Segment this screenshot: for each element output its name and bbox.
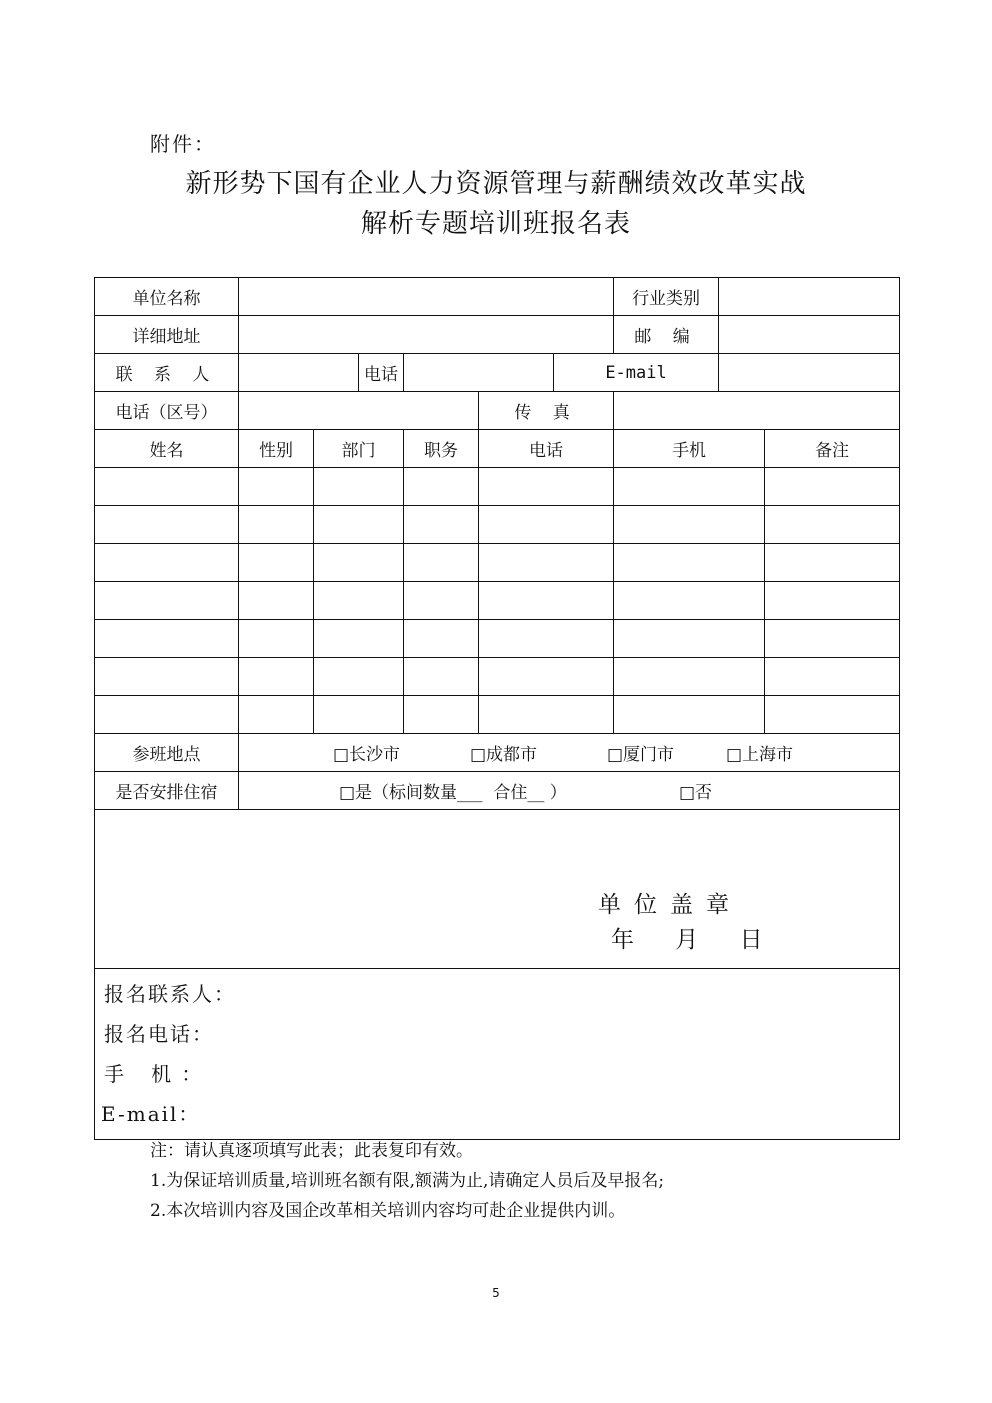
col-phone-header: 电话 [479,430,614,468]
contact-phone-field[interactable] [404,354,554,392]
unit-name-row [95,278,900,316]
venue-label: 参班地点 [95,734,239,772]
cell[interactable] [239,468,314,506]
unit-name-label: 单位名称 [95,278,239,316]
col-department-header: 部门 [314,430,404,468]
participant-header-row [95,430,900,468]
unit-stamp-label: 单位盖章 [598,892,742,918]
cell[interactable] [314,658,404,696]
cell[interactable] [765,696,900,734]
form-title-line2: 解析专题培训班报名表 [360,209,631,239]
cell[interactable] [614,620,765,658]
cell[interactable] [95,544,239,582]
cell[interactable] [404,696,479,734]
participant-row [95,658,900,696]
phone-fax-row [95,392,900,430]
registration-contact-row [95,969,900,1140]
cell[interactable] [239,620,314,658]
cell[interactable] [479,506,614,544]
cell[interactable] [404,506,479,544]
venue-option-chengdu[interactable]: □成都市 [470,745,538,765]
lodging-row [95,772,900,810]
contact-email-field[interactable] [719,354,900,392]
cell[interactable] [404,658,479,696]
cell[interactable] [765,544,900,582]
venue-option-changsha[interactable]: □长沙市 [333,745,401,765]
cell[interactable] [95,620,239,658]
cell[interactable] [765,620,900,658]
cell[interactable] [404,620,479,658]
cell[interactable] [479,582,614,620]
unit-name-field[interactable] [239,278,614,316]
postcode-label: 邮 编 [614,316,719,354]
registration-mobile-label[interactable]: 手 机 ： [104,1062,204,1086]
cell[interactable] [95,468,239,506]
lodging-options [239,772,900,810]
lodging-option-no[interactable]: □否 [679,783,713,803]
col-position-header: 职务 [404,430,479,468]
cell[interactable] [614,582,765,620]
contact-person-field[interactable] [239,354,359,392]
cell[interactable] [314,620,404,658]
participant-row [95,696,900,734]
note-line: 2.本次培训内容及国企改革相关培训内容均可赴企业提供内训。 [150,1201,626,1221]
address-label: 详细地址 [95,316,239,354]
cell[interactable] [479,468,614,506]
page-number: 5 [492,1286,500,1300]
registration-email-label[interactable]: E-mail： [101,1102,201,1126]
contact-email-label: E-mail [554,354,719,392]
col-gender-header: 性别 [239,430,314,468]
registration-form-table [94,277,900,1140]
registration-contact-area [95,969,900,1140]
contact-phone-label: 电话 [359,354,404,392]
fax-field[interactable] [614,392,900,430]
cell[interactable] [404,582,479,620]
address-row [95,316,900,354]
stamp-row [95,810,900,969]
participant-row [95,468,900,506]
attachment-label: 附件： [150,132,216,156]
cell[interactable] [614,506,765,544]
cell[interactable] [314,506,404,544]
venue-option-shanghai[interactable]: □上海市 [726,745,794,765]
cell[interactable] [95,582,239,620]
phone-area-field[interactable] [239,392,479,430]
notes [150,1136,664,1226]
cell[interactable] [95,696,239,734]
cell[interactable] [314,544,404,582]
cell[interactable] [614,658,765,696]
contact-row [95,354,900,392]
cell[interactable] [314,696,404,734]
cell[interactable] [765,582,900,620]
cell[interactable] [479,620,614,658]
lodging-label: 是否安排住宿 [95,772,239,810]
date-label: 年 月 日 [611,927,773,953]
lodging-option-yes[interactable]: □是（标间数量___ 合住__ ） [339,783,567,803]
col-name-header: 姓名 [95,430,239,468]
phone-area-label: 电话（区号） [95,392,239,430]
contact-person-label: 联 系 人 [95,354,239,392]
cell[interactable] [479,544,614,582]
cell[interactable] [404,468,479,506]
form-title-line1: 新形势下国有企业人力资源管理与薪酬绩效改革实战 [185,169,807,199]
registration-contact-label[interactable]: 报名联系人： [104,982,236,1006]
note-line: 1.为保证培训质量,培训班名额有限,额满为止,请确定人员后及早报名; [150,1171,665,1191]
cell[interactable] [95,658,239,696]
address-field[interactable] [239,316,614,354]
industry-field[interactable] [719,278,900,316]
registration-phone-label[interactable]: 报名电话： [104,1022,214,1046]
cell[interactable] [239,506,314,544]
cell[interactable] [314,582,404,620]
participant-row [95,544,900,582]
cell[interactable] [239,658,314,696]
cell[interactable] [404,544,479,582]
participant-row [95,506,900,544]
note-line: 注：请认真逐项填写此表；此表复印有效。 [150,1141,473,1161]
cell[interactable] [614,696,765,734]
cell[interactable] [479,696,614,734]
cell[interactable] [765,658,900,696]
cell[interactable] [765,506,900,544]
cell[interactable] [239,696,314,734]
cell[interactable] [614,468,765,506]
cell[interactable] [614,544,765,582]
participant-row [95,582,900,620]
cell[interactable] [765,468,900,506]
venue-option-xiamen[interactable]: □厦门市 [607,745,675,765]
postcode-field[interactable] [719,316,900,354]
venue-row [95,734,900,772]
venue-options [239,734,900,772]
cell[interactable] [239,582,314,620]
industry-label: 行业类别 [614,278,719,316]
cell[interactable] [479,658,614,696]
cell[interactable] [95,506,239,544]
col-mobile-header: 手机 [614,430,765,468]
cell[interactable] [314,468,404,506]
fax-label: 传 真 [479,392,614,430]
col-remark-header: 备注 [765,430,900,468]
cell[interactable] [239,544,314,582]
stamp-area[interactable] [95,810,900,969]
participant-row [95,620,900,658]
